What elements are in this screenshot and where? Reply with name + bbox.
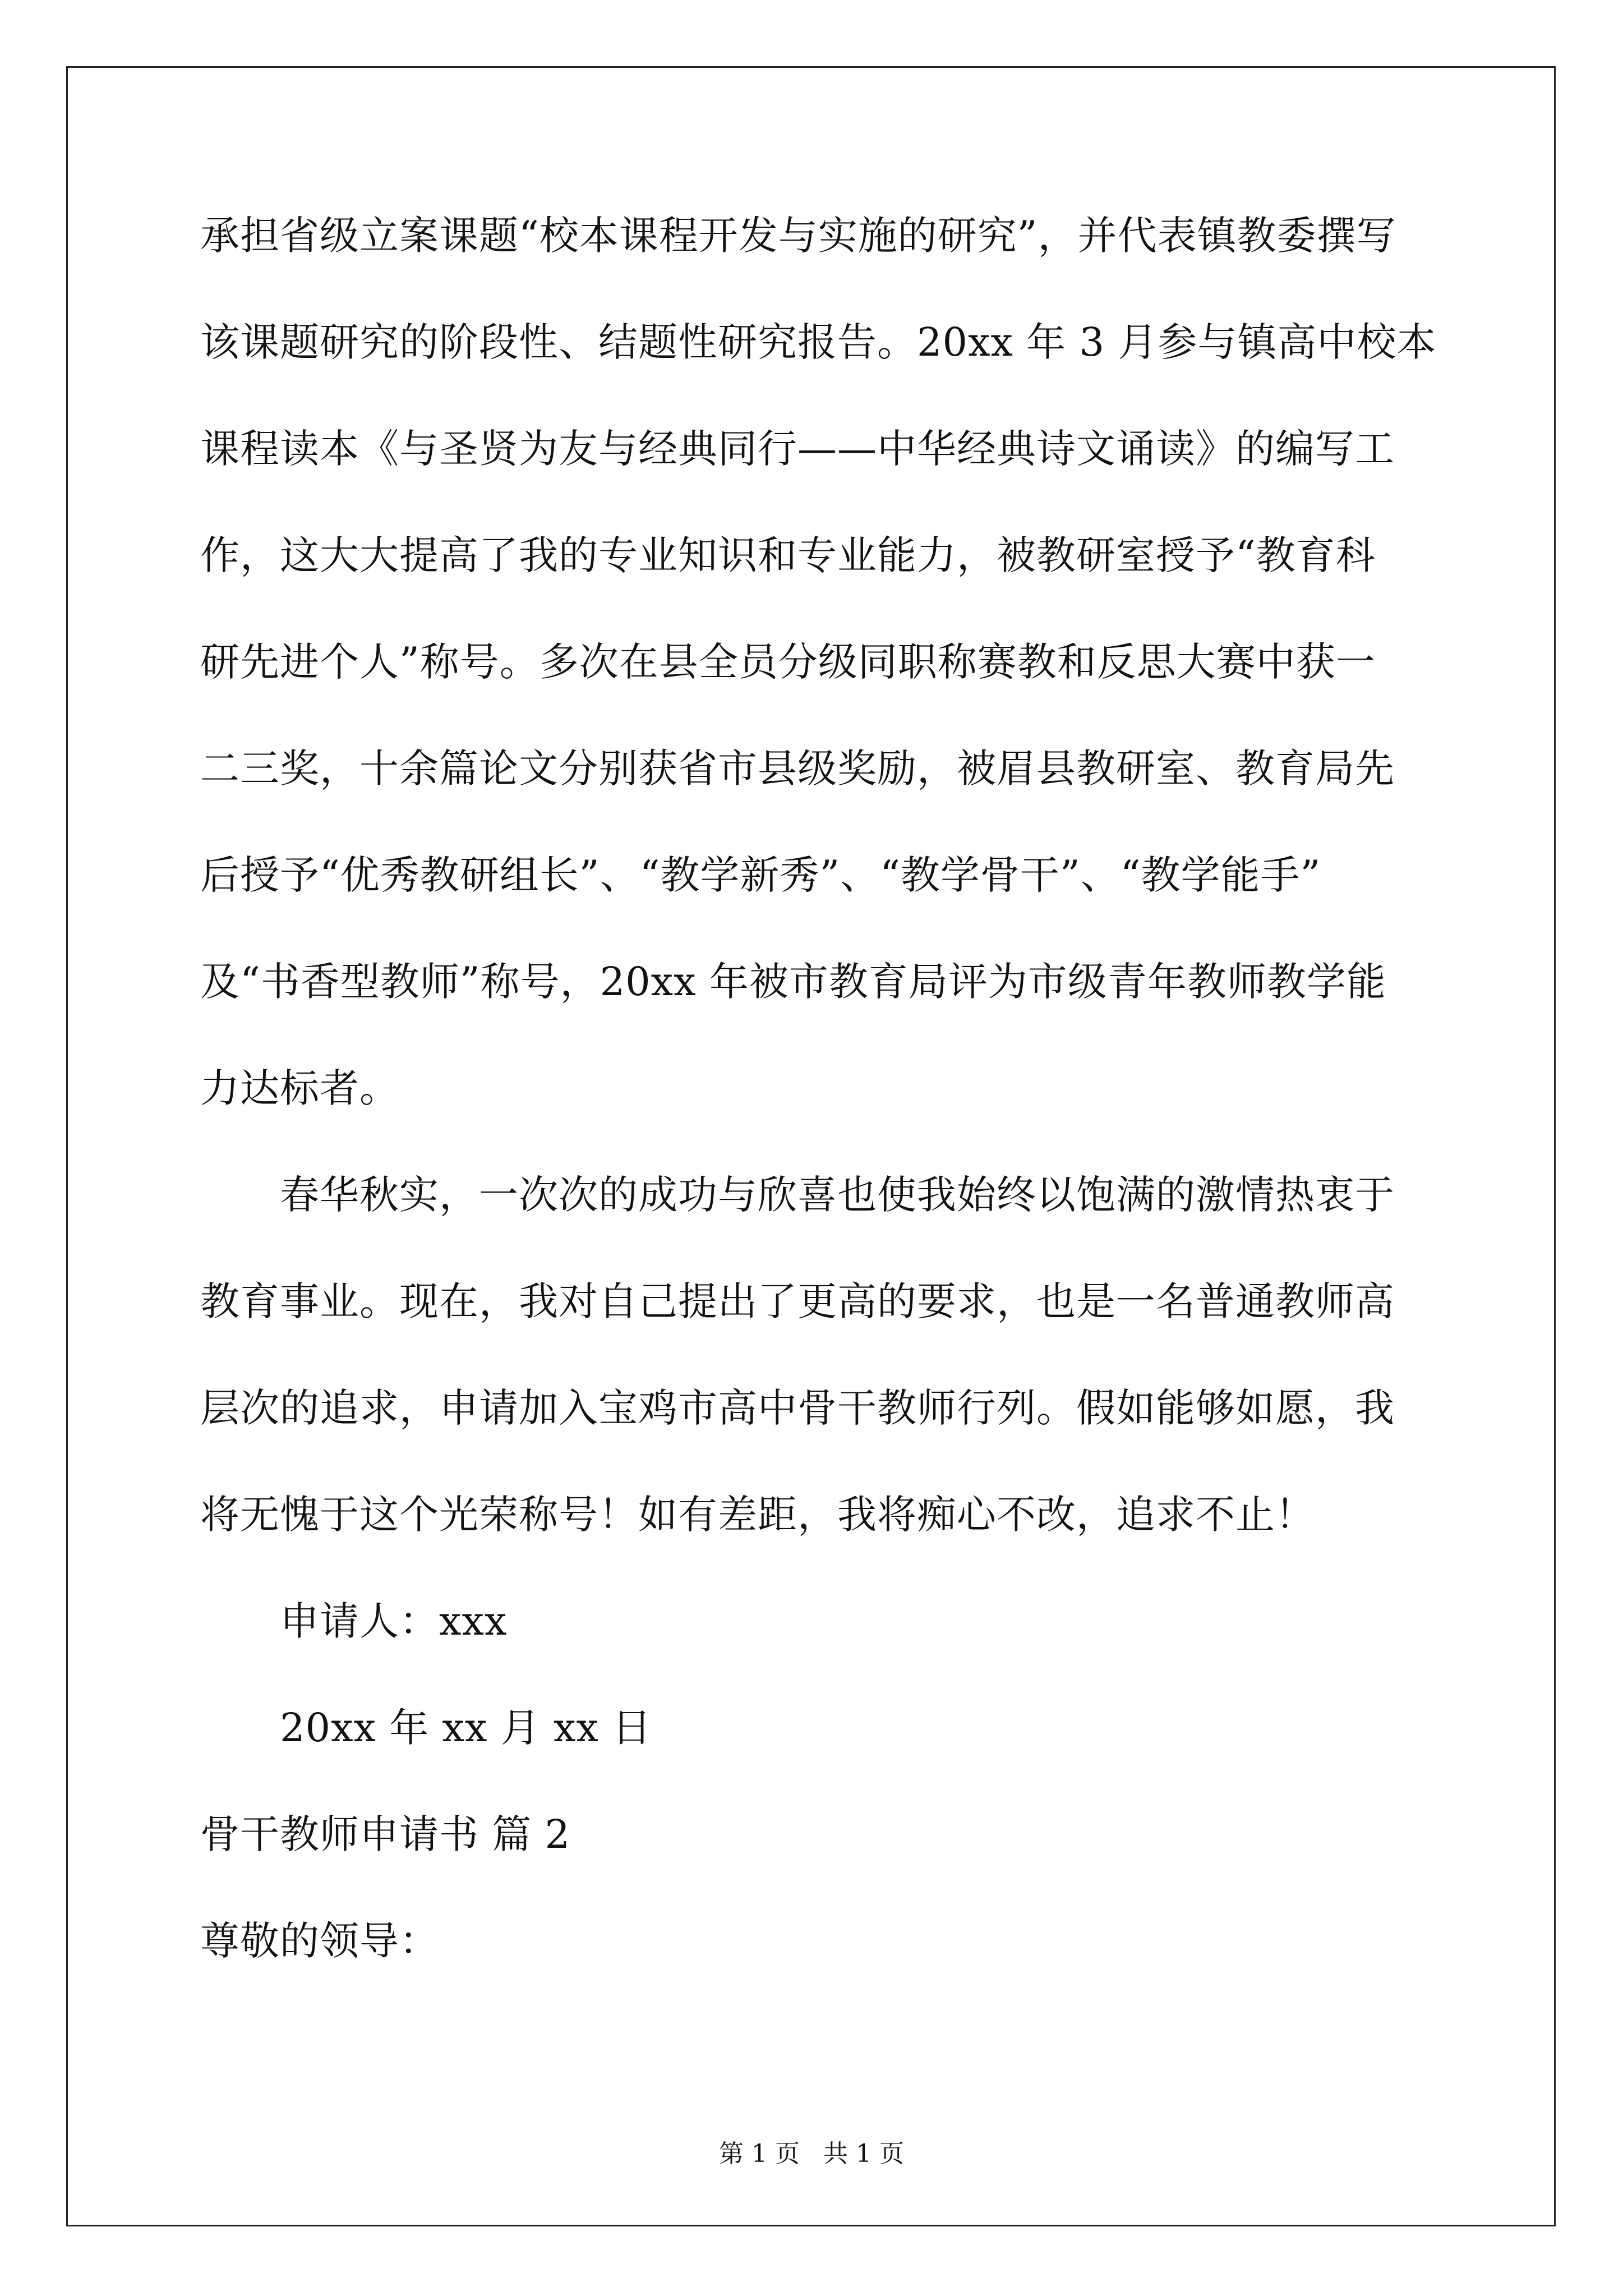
text-line: 层次的追求，申请加入宝鸡市高中骨干教师行列。假如能够如愿，我	[200, 1385, 1395, 1431]
text-line: 力达标者。	[200, 1065, 399, 1111]
document-body	[200, 208, 1437, 2019]
text-line: 教育事业。现在，我对自己提出了更高的要求，也是一名普通教师高	[200, 1278, 1395, 1324]
application-date: 20xx 年 xx 月 xx 日	[280, 1705, 652, 1751]
text-line: 及“书香型教师”称号，20xx 年被市教育局评为市级青年教师教学能	[200, 959, 1386, 1005]
text-line: 课程读本《与圣贤为友与经典同行——中华经典诗文诵读》的编写工	[200, 426, 1395, 472]
text-line: 研先进个人”称号。多次在县全员分级同职称赛教和反思大赛中获一	[200, 639, 1376, 685]
paragraph-start-line: 春华秋实，一次次的成功与欣喜也使我始终以饱满的激情热衷于	[280, 1172, 1395, 1218]
text-line: 承担省级立案课题“校本课程开发与实施的研究”，并代表镇教委撰写	[200, 213, 1396, 259]
text-line: 该课题研究的阶段性、结题性研究报告。20xx 年 3 月参与镇高中校本	[200, 319, 1437, 365]
salutation: 尊敬的领导：	[200, 1918, 439, 1964]
text-line: 作，这大大提高了我的专业知识和专业能力，被教研室授予“教育科	[200, 532, 1376, 578]
section-heading: 骨干教师申请书 篇 2	[200, 1811, 571, 1857]
applicant-signature: 申请人：xxx	[280, 1598, 508, 1644]
text-line: 后授予“优秀教研组长”、“教学新秀”、“教学骨干”、“教学能手”	[200, 852, 1321, 898]
text-line: 二三奖，十余篇论文分别获省市县级奖励，被眉县教研室、教育局先	[200, 746, 1395, 792]
text-line: 将无愧于这个光荣称号！如有差距，我将痴心不改，追求不止！	[200, 1492, 1315, 1538]
page-number: 第 1 页 共 1 页	[719, 2139, 904, 2168]
